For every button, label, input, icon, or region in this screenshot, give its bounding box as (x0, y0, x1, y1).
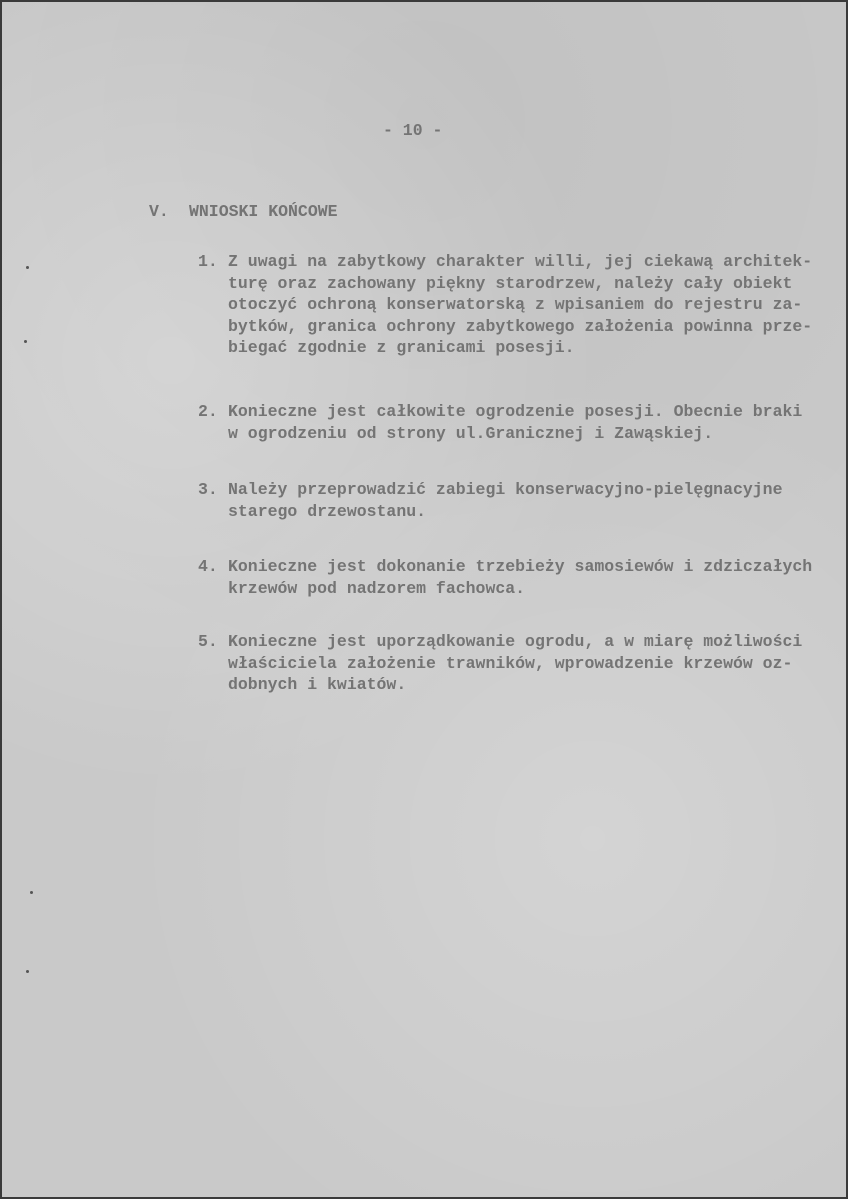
text-line: turę oraz zachowany piękny starodrzew, należy cały obiekt (228, 273, 793, 293)
list-item (198, 631, 838, 696)
item-number: 3. (198, 480, 218, 499)
list-item (198, 401, 838, 444)
item-number: 4. (198, 557, 218, 576)
text-line: Konieczne jest dokonanie trzebieży samosiewów i zdziczałych (228, 557, 813, 576)
list-item (198, 556, 838, 599)
scan-mark (26, 970, 29, 973)
text-line: dobnych i kwiatów. (228, 675, 407, 694)
item-text (228, 556, 838, 599)
text-line: Konieczne jest uporządkowanie ogrodu, a w miarę możliwości (228, 632, 803, 651)
item-text (228, 401, 838, 444)
text-line: bytków, granica ochrony zabytkowego założenia powinna prze- (228, 316, 813, 336)
scan-mark (30, 891, 33, 894)
item-number: 5. (198, 632, 218, 651)
text-line: biegać zgodnie z granicami posesji. (228, 338, 575, 357)
list-item (198, 479, 838, 522)
text-line: w ogrodzeniu od strony ul.Granicznej i Zawąskiej. (228, 423, 714, 443)
text-line: właściciela założenie trawników, wprowadzenie krzewów oz- (228, 653, 793, 673)
scan-mark (26, 266, 29, 269)
text-line: starego drzewostanu. (228, 501, 427, 521)
section-number: V. (149, 202, 169, 221)
text-line: Z uwagi na zabytkowy charakter willi, jej ciekawą architek- (228, 252, 813, 271)
scan-mark (24, 340, 27, 343)
item-number: 1. (198, 252, 218, 271)
text-line: krzewów pod nadzorem fachowca. (228, 578, 526, 598)
section-heading (149, 201, 338, 223)
text-line: Należy przeprowadzić zabiegi konserwacyjno-pielęgnacyjne (228, 480, 783, 499)
text-line: otoczyć ochroną konserwatorską z wpisaniem do rejestru za- (228, 295, 803, 314)
text-line: Konieczne jest całkowite ogrodzenie posesji. Obecnie braki (228, 402, 803, 421)
item-text (228, 251, 838, 359)
item-number: 2. (198, 402, 218, 421)
document-page (2, 2, 846, 1197)
item-text (228, 479, 838, 522)
item-text (228, 631, 838, 696)
section-title: WNIOSKI KOŃCOWE (189, 202, 338, 221)
page-number: - 10 - (383, 121, 443, 140)
list-item (198, 251, 838, 359)
